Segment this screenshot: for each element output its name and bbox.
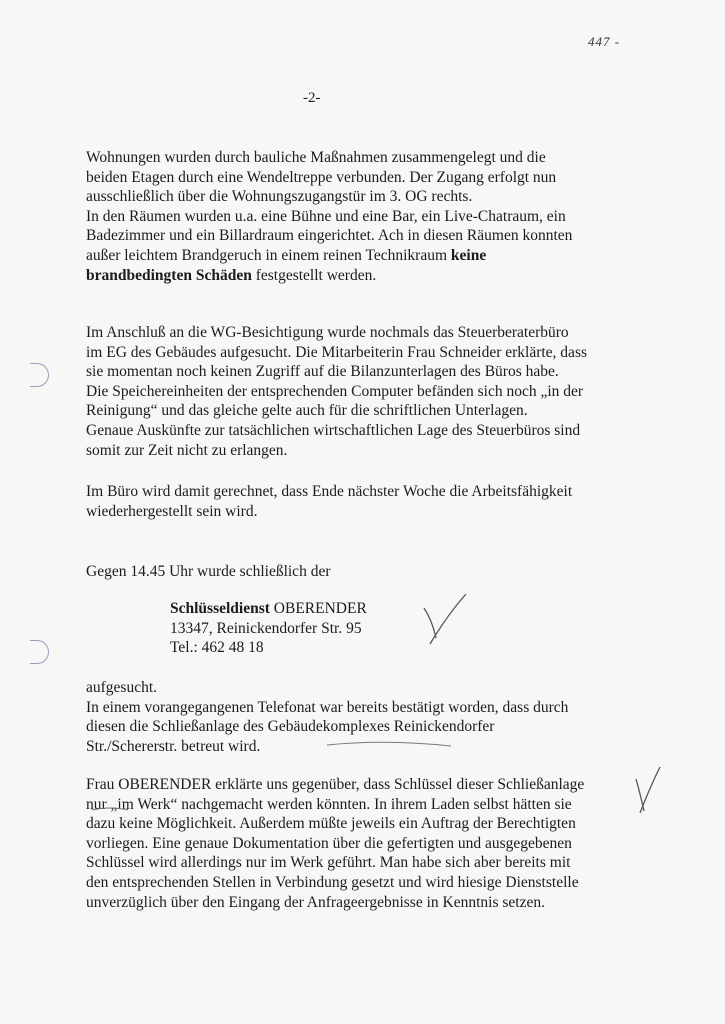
text-line: unverzüglich über den Eingang der Anfrageergebnisse in Kenntnis setzen. [86, 893, 545, 911]
pencil-underline [90, 804, 130, 814]
text-line: sie momentan noch keinen Zugriff auf die Bilanzunterlagen des Büros habe. [86, 363, 559, 381]
text-line: nur „im Werk“ nachgemacht werden könnten. In ihrem Laden selbst hätten sie [86, 795, 572, 813]
punch-hole-icon [30, 640, 49, 664]
text-line: Str./Schererstr. betreut wird. [86, 737, 261, 755]
text-line: Schlüssel wird allerdings nur im Werk geführt. Man habe sich aber bereits mit [86, 854, 571, 872]
text-line: Genaue Auskünfte zur tatsächlichen wirtschaftlichen Lage des Steuerbüros sind [86, 421, 581, 439]
bold-text: brandbedingten Schäden [86, 266, 252, 284]
text-line: im EG des Gebäudes aufgesucht. Die Mitarbeiterin Frau Schneider erklärte, dass [86, 343, 588, 361]
paragraph-tax-office-visit [86, 323, 646, 460]
text-line: aufgesucht. [86, 679, 158, 696]
text-segment: außer leichtem Brandgeruch in einem reinen Technikraum [86, 246, 448, 264]
text-line: Reinigung“ und das gleiche gelte auch für die schriftlichen Unterlagen. [86, 402, 528, 420]
paragraph-work-resumption [86, 482, 646, 521]
handwritten-page-annotation: 447 - [588, 34, 621, 49]
paragraph-apartment-description [86, 148, 646, 285]
punch-hole-icon [30, 363, 49, 387]
address-phone: Tel.: 462 48 18 [170, 639, 264, 657]
text-line [86, 266, 646, 286]
text-line: dazu keine Möglichkeit. Außerdem müßte jeweils ein Auftrag der Berechtigten [86, 815, 576, 833]
text-line: Frau OBERENDER erklärte uns gegenüber, dass Schlüssel dieser Schließanlage [86, 776, 585, 793]
text-line: In den Räumen wurden u.a. eine Bühne und eine Bar, ein Live-Chatraum, ein [86, 207, 566, 225]
text-line: beiden Etagen durch eine Wendeltreppe verbunden. Der Zugang erfolgt nun [86, 168, 557, 186]
text-line: den entsprechenden Stellen in Verbindung gesetzt und wird hiesige Dienststelle [86, 873, 579, 891]
text-line: somit zur Zeit nicht zu erlangen. [86, 441, 288, 459]
handwritten-check-icon [630, 765, 666, 817]
text-segment: OBERENDER [273, 600, 367, 617]
text-segment: festgestellt werden. [255, 266, 377, 284]
text-line [86, 246, 646, 266]
text-line: Gegen 14.45 Uhr wurde schließlich der [86, 563, 331, 580]
pencil-underline [325, 737, 455, 751]
text-line: diesen die Schließanlage des Gebäudekomplexes Reinickendorfer [86, 718, 495, 736]
bold-text: keine [450, 246, 487, 264]
text-line: Die Speichereinheiten der entsprechenden Computer befänden sich noch „in der [86, 382, 584, 400]
text-line: Badezimmer und ein Billardraum eingerichtet. Ach in diesen Räumen konnten [86, 227, 573, 245]
text-line: In einem vorangegangenen Telefonat war bereits bestätigt worden, dass durch [86, 698, 569, 716]
text-line: vorliegen. Eine genaue Dokumentation über die gefertigten und ausgegebenen [86, 834, 572, 852]
paragraph-locksmith-statement [86, 775, 646, 912]
text-line: ausschließlich über die Wohnungszugangstür im 3. OG rechts. [86, 188, 473, 206]
text-line: Wohnungen wurden durch bauliche Maßnahmen zusammengelegt und die [86, 149, 546, 166]
text-line: Im Anschluß an die WG-Besichtigung wurde nochmals das Steuerberaterbüro [86, 324, 569, 341]
bold-text: Schlüsseldienst [170, 600, 270, 617]
text-line: Im Büro wird damit gerechnet, dass Ende nächster Woche die Arbeitsfähigkeit [86, 483, 573, 500]
text-line: wiederhergestellt sein wird. [86, 502, 258, 520]
address-street: 13347, Reinickendorfer Str. 95 [170, 619, 362, 637]
page-number: -2- [303, 90, 321, 106]
handwritten-check-icon [418, 590, 470, 648]
paragraph-visit-time [86, 562, 646, 582]
